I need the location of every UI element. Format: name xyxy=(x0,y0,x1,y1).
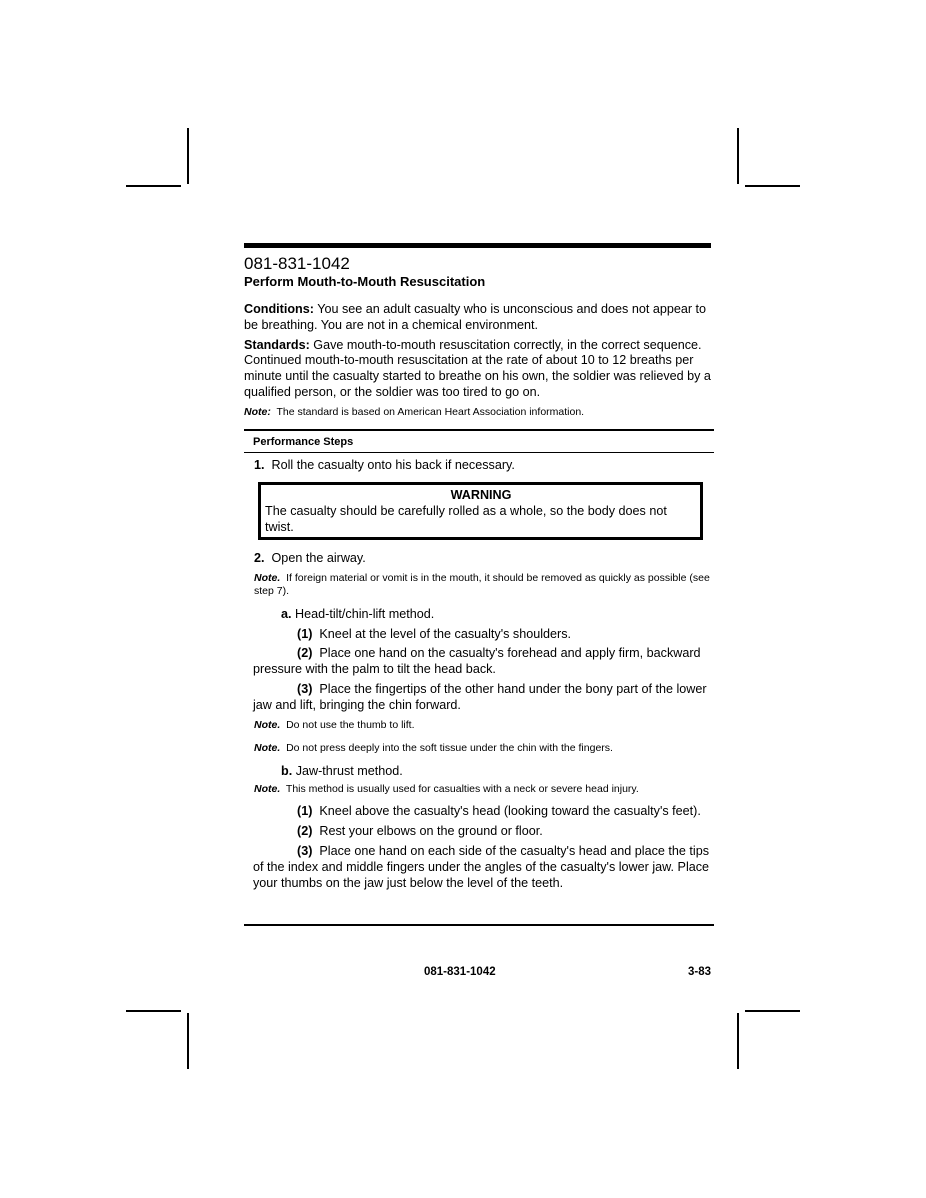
standard-note xyxy=(244,406,714,419)
crop-mark xyxy=(737,128,739,184)
conditions-text: You see an adult casualty who is unconscious and does not appear to be breathing. You are not in a chemical environment. xyxy=(244,302,707,332)
standards-text: Gave mouth-to-mouth resuscitation correctly, in the correct sequence. Continued mouth-to-mouth resuscitation at the rate of about 10 to 12 breaths per minute until the casualty started to breathe on his own, the soldier was relieved by a qualified person, or the soldier was too tired to go on. xyxy=(244,337,711,399)
warning-text: The casualty should be carefully rolled as a whole, so the body does not twist. xyxy=(265,504,667,535)
substep-number: (1) xyxy=(297,804,313,819)
note-text: This method is usually used for casualties with a neck or severe head injury. xyxy=(285,783,639,796)
crop-mark xyxy=(745,185,800,187)
substep-text: Head-tilt/chin-lift method. xyxy=(295,606,435,621)
standards xyxy=(244,338,714,401)
substep-letter: a. xyxy=(281,606,292,621)
substep-a1 xyxy=(244,627,714,643)
substep-number: (2) xyxy=(297,646,313,661)
crop-mark xyxy=(187,128,189,184)
performance-steps-header: Performance Steps xyxy=(244,429,714,453)
substep-number: (3) xyxy=(297,682,313,697)
note-label: Note. xyxy=(254,741,281,754)
substep-number: (3) xyxy=(297,844,313,859)
step-text: Open the airway. xyxy=(271,551,366,566)
note-text: Do not press deeply into the soft tissue under the chin with the fingers. xyxy=(286,741,613,754)
substep-text: Jaw-thrust method. xyxy=(295,763,403,778)
warning-box xyxy=(258,482,703,540)
conditions-label: Conditions: xyxy=(244,302,314,316)
substep-a xyxy=(244,607,714,623)
bottom-rule xyxy=(244,924,714,926)
note-press xyxy=(254,742,714,755)
substep-text: Place one hand on each side of the casualty's head and place the tips of the index and middle fingers under the angles of the casualty's lower jaw. Place your thumbs on the jaw just below the level of the teeth. xyxy=(253,844,710,890)
step-number: 2. xyxy=(254,551,265,566)
note-neck-injury xyxy=(254,783,714,796)
substep-text: Kneel at the level of the casualty's shoulders. xyxy=(319,626,572,641)
crop-mark xyxy=(745,1010,800,1012)
footer-task-id: 081-831-1042 xyxy=(424,966,496,978)
substep-text: Place the fingertips of the other hand under the bony part of the lower jaw and lift, bringing the chin forward. xyxy=(253,682,707,712)
substep-b3 xyxy=(244,844,714,891)
substep-a2 xyxy=(244,646,714,678)
step-text: Roll the casualty onto his back if necessary. xyxy=(271,458,515,473)
crop-mark xyxy=(126,185,181,187)
page-number: 3-83 xyxy=(688,966,712,978)
substep-b2 xyxy=(244,824,714,840)
step-number: 1. xyxy=(254,458,265,473)
substep-number: (2) xyxy=(297,824,313,839)
crop-mark xyxy=(737,1013,739,1069)
substep-text: Place one hand on the casualty's forehead and apply firm, backward pressure with the palm to tilt the head back. xyxy=(253,646,701,677)
note-text: The standard is based on American Heart Association information. xyxy=(276,405,585,418)
substep-b xyxy=(244,764,714,780)
crop-mark xyxy=(187,1013,189,1069)
note-label: Note. xyxy=(254,783,281,796)
substep-a3 xyxy=(244,682,714,714)
substep-text: Rest your elbows on the ground or floor. xyxy=(319,824,543,839)
note-label: Note. xyxy=(254,718,281,731)
substep-number: (1) xyxy=(297,626,313,641)
substep-text: Kneel above the casualty's head (looking toward the casualty's feet). xyxy=(319,804,701,819)
note-text: If foreign material or vomit is in the mouth, it should be removed as quickly as possible (see step 7). xyxy=(254,571,710,597)
note-text: Do not use the thumb to lift. xyxy=(286,718,415,731)
note-thumb xyxy=(254,719,714,732)
standards-label: Standards: xyxy=(244,337,310,352)
step-1 xyxy=(254,458,714,474)
step-2 xyxy=(254,551,714,567)
crop-mark xyxy=(126,1010,181,1012)
task-number: 081-831-1042 xyxy=(244,254,350,273)
substep-b1 xyxy=(244,804,714,820)
note-foreign-material xyxy=(254,572,714,598)
substep-letter: b. xyxy=(281,763,293,778)
header-rule xyxy=(244,243,711,248)
task-content xyxy=(244,243,714,891)
warning-title: WARNING xyxy=(450,488,512,503)
conditions xyxy=(244,302,714,334)
note-label: Note. xyxy=(254,571,281,584)
note-label: Note: xyxy=(244,405,271,418)
task-title: Perform Mouth-to-Mouth Resuscitation xyxy=(244,274,486,289)
